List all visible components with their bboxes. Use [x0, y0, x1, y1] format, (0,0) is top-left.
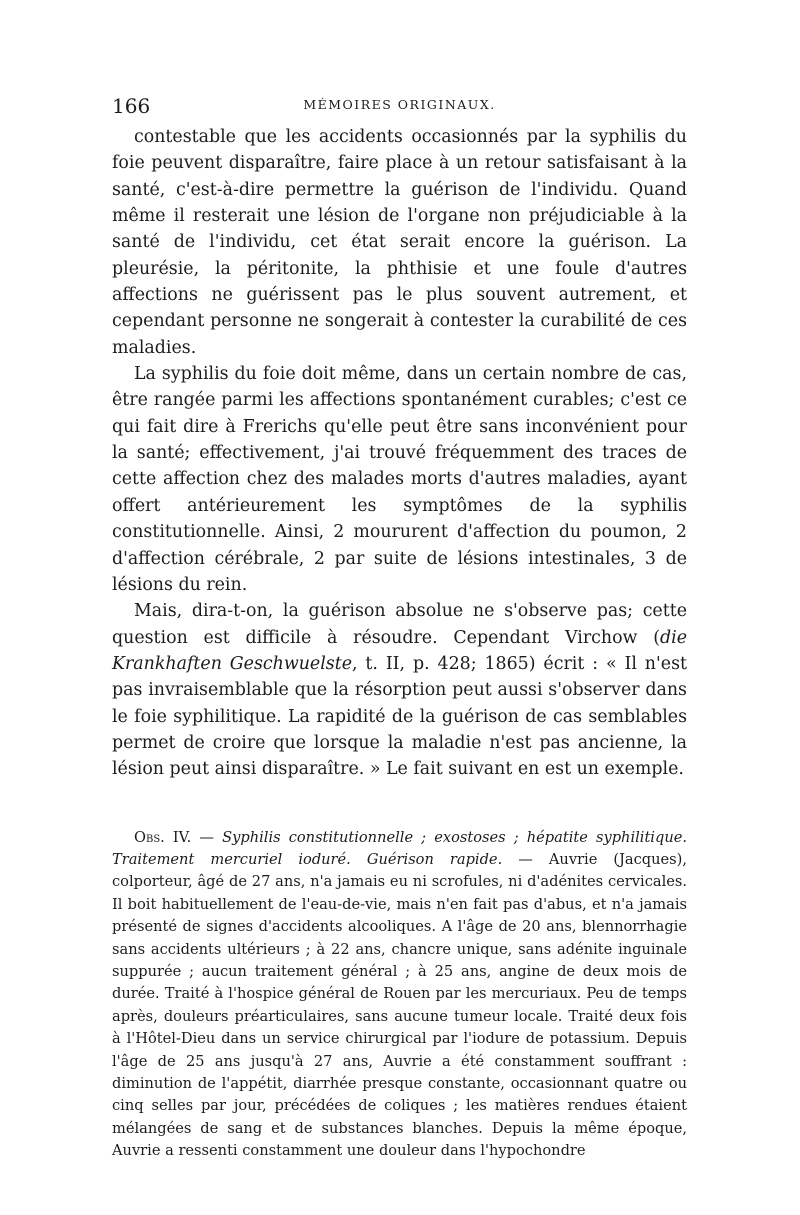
paragraph-3 [112, 598, 687, 782]
paragraph-1: contestable que les accidents occasionnés par la syphilis du foie peuvent disparaître, faire place à un retour satisfaisant à la santé, c'est-à-dire permettre la guérison de l'individu. Quand même il resterait une lésion de l'organe non préjudiciable à la santé de l'individu, cet état serait encore la guérison. La pleurésie, la péritonite, la phthisie et une foule d'autres affections ne guérissent pas le plus souvent autrement, et cependant personne ne songerait à contester la curabilité de ces maladies. [112, 127, 687, 358]
observation-label: Obs. IV. [134, 828, 192, 846]
observation-title: Syphilis constitutionnelle ; exostoses ; hépatite syphilitique. Traitement mercuriel ioduré. Guérison rapide. [112, 828, 687, 868]
paragraph-3-text-end: , t. II, p. 428; 1865) écrit : « Il n'est pas invraisemblable que la résorption peut aussi s'observer dans le foie syphilitique. La rapidité de la guérison de cas semblables permet de croire que lorsque la maladie n'est pas ancienne, la lésion peut ainsi disparaître. » Le fait suivant en est un exemple. [112, 653, 687, 780]
book-page [112, 94, 687, 1163]
observation-dash: — [191, 828, 223, 846]
running-head [112, 94, 687, 124]
running-title: MÉMOIRES ORIGINAUX. [303, 97, 496, 112]
paragraph-3-text-start: Mais, dira-t-on, la guérison absolue ne s'observe pas; cette question est difficile à résoudre. Cependant Virchow ( [112, 601, 687, 648]
observation-iv [112, 827, 687, 1163]
page-number: 166 [112, 94, 151, 118]
paragraph-2: La syphilis du foie doit même, dans un certain nombre de cas, être rangée parmi les affections spontanément curables; c'est ce qui fait dire à Frerichs qu'elle peut être sans inconvénient pour la santé; effectivement, j'ai trouvé fréquemment des traces de cette affection chez des malades morts d'autres maladies, ayant offert antérieurement les symptômes de la syphilis constitutionnelle. Ainsi, 2 moururent d'affection du poumon, 2 d'affection cérébrale, 2 par suite de lésions intestinales, 3 de lésions du rein. [112, 364, 687, 595]
virchow-reference-title: die Krankhaften Geschwuelste [112, 627, 687, 674]
observation-text: — Auvrie (Jacques), colporteur, âgé de 27 ans, n'a jamais eu ni scrofules, ni d'adénites cervicales. Il boit habituellement de l'eau-de-vie, mais n'en fait pas d'abus, et n'a jamais présenté de signes d'accidents alcooliques. A l'âge de 20 ans, blennorrhagie sans accidents ultérieurs ; à 22 ans, chancre unique, sans adénite inguinale suppurée ; aucun traitement général ; à 25 ans, angine de deux mois de durée. Traité à l'hospice général de Rouen par les mercuriaux. Peu de temps après, douleurs préarticulaires, sans aucune tumeur locale. Traité deux fois à l'Hôtel-Dieu dans un service chirurgical par l'iodure de potassium. Depuis l'âge de 25 ans jusqu'à 27 ans, Auvrie a été constamment souffrant : diminution de l'appétit, diarrhée presque constante, occasionnant quatre ou cinq selles par jour, précédées de coliques ; les matières rendues étaient mélangées de sang et de substances blanches. Depuis la même époque, Auvrie a ressenti constamment une douleur dans l'hypochondre [112, 851, 688, 1160]
